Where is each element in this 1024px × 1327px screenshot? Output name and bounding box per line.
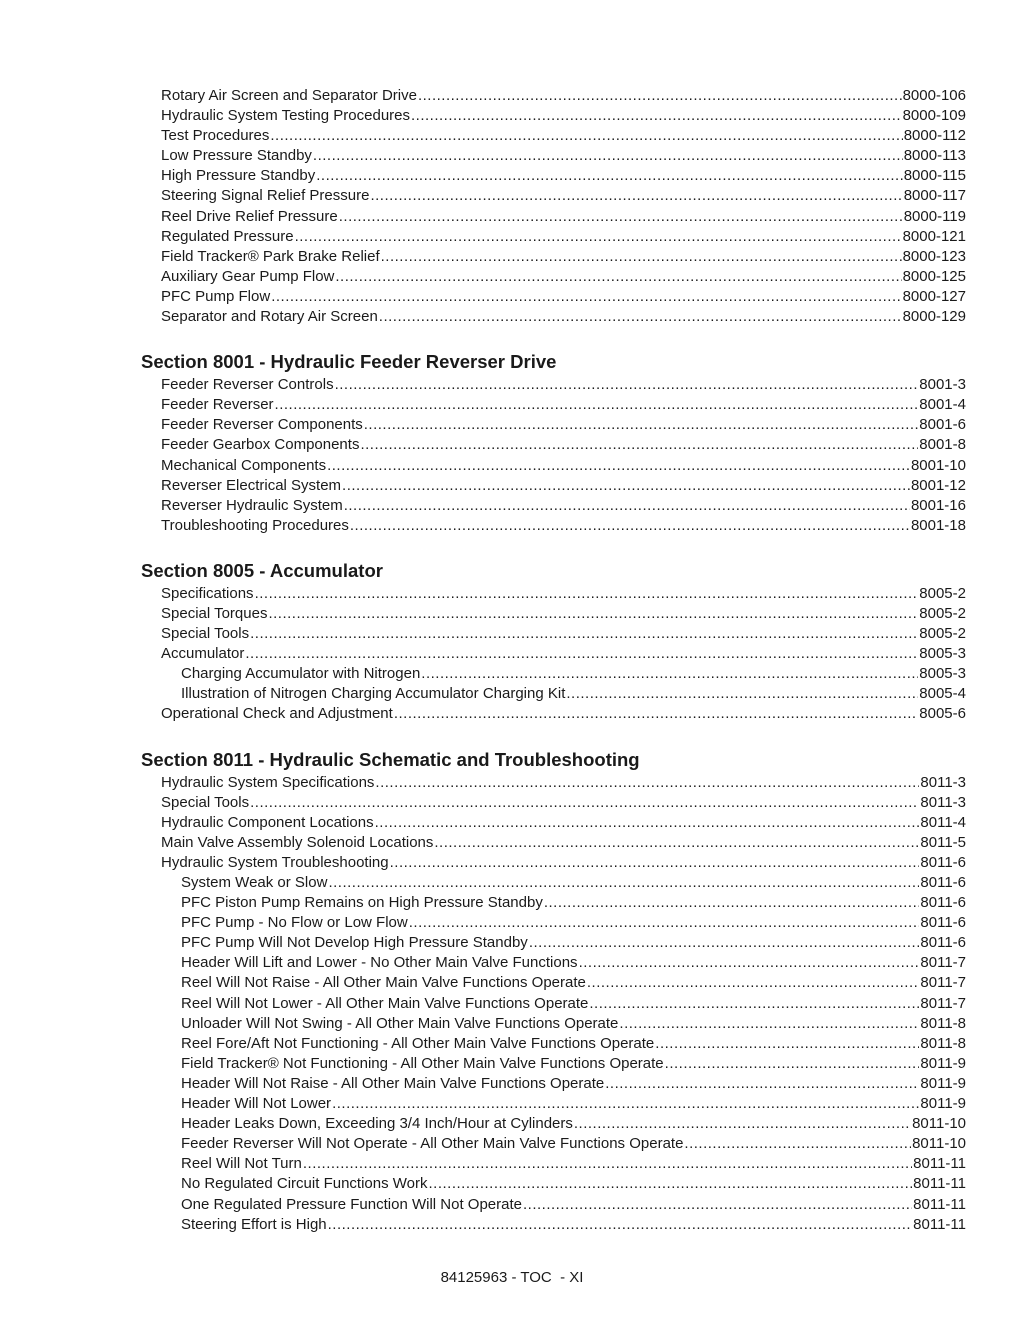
toc-entry-page: 8000-109 xyxy=(902,107,966,125)
toc-entry[interactable] xyxy=(141,207,966,227)
toc-entry-page: 8001-6 xyxy=(919,416,966,434)
dot-leader xyxy=(544,893,920,913)
toc-entry-title: Hydraulic System Specifications xyxy=(161,773,375,791)
dot-leader xyxy=(364,415,919,435)
toc-entry-page: 8011-11 xyxy=(913,1215,966,1233)
toc-entry-title: Header Will Not Lower xyxy=(181,1095,332,1113)
toc-entry-title: Feeder Reverser xyxy=(161,396,274,414)
toc-entry-page: 8005-3 xyxy=(919,645,966,663)
toc-entry-page: 8011-7 xyxy=(920,994,966,1012)
toc-entry-title: Auxiliary Gear Pump Flow xyxy=(161,267,335,285)
toc-entry[interactable] xyxy=(141,833,966,853)
dot-leader xyxy=(619,1014,919,1034)
dot-leader xyxy=(529,933,920,953)
toc-entry-page: 8000-127 xyxy=(902,287,966,305)
dot-leader xyxy=(344,496,910,516)
toc-entry-page: 8001-18 xyxy=(910,516,966,534)
dot-leader xyxy=(574,1114,911,1134)
toc-entry-title: PFC Pump Will Not Develop High Pressure Standby xyxy=(181,934,528,952)
toc-entry[interactable] xyxy=(141,415,966,435)
toc-entry[interactable] xyxy=(141,873,966,893)
dot-leader xyxy=(255,584,919,604)
toc-entry-page: 8000-115 xyxy=(903,167,966,185)
toc-entry-title: Accumulator xyxy=(161,645,245,663)
toc-entry-title: Regulated Pressure xyxy=(161,227,294,245)
dot-leader xyxy=(421,664,918,684)
dot-leader xyxy=(268,604,918,624)
toc-entry[interactable] xyxy=(141,584,966,604)
dot-leader xyxy=(245,644,918,664)
toc-entry[interactable] xyxy=(141,773,966,793)
toc-entry[interactable] xyxy=(141,375,966,395)
dot-leader xyxy=(523,1195,912,1215)
toc-entry-title: Feeder Reverser Will Not Operate - All Other Main Valve Functions Operate xyxy=(181,1135,684,1153)
toc-entry-page: 8011-9 xyxy=(920,1095,966,1113)
toc-entry-page: 8001-10 xyxy=(910,456,966,474)
section-heading: Section 8005 - Accumulator xyxy=(141,559,383,581)
dot-leader xyxy=(587,973,920,993)
toc-entry-title: Reverser Electrical System xyxy=(161,476,342,494)
toc-entry[interactable] xyxy=(141,1074,966,1094)
dot-leader xyxy=(379,307,902,327)
toc-entry-title: High Pressure Standby xyxy=(161,167,316,185)
toc-entry-title: Header Will Lift and Lower - No Other Main Valve Functions xyxy=(181,954,578,972)
toc-entry[interactable] xyxy=(141,86,966,106)
dot-leader xyxy=(434,833,919,853)
toc-entry-title: Unloader Will Not Swing - All Other Main Valve Functions Operate xyxy=(181,1014,619,1032)
toc-entry-title: Specifications xyxy=(161,584,254,602)
toc-entry-title: Mechanical Components xyxy=(161,456,327,474)
toc-entry[interactable] xyxy=(141,456,966,476)
toc-entry-page: 8011-6 xyxy=(920,874,966,891)
dot-leader xyxy=(390,853,920,873)
toc-entry-title: Rotary Air Screen and Separator Drive xyxy=(161,87,417,104)
toc-entry-page: 8000-123 xyxy=(902,247,966,265)
toc-entry-title: Reel Will Not Turn xyxy=(181,1155,302,1173)
dot-leader xyxy=(328,873,919,893)
dot-leader xyxy=(360,435,918,455)
dot-leader xyxy=(665,1054,920,1074)
toc-entry-page: 8011-11 xyxy=(913,1175,966,1193)
toc-entry-page: 8011-8 xyxy=(920,1014,966,1032)
toc-entry-page: 8011-8 xyxy=(920,1034,966,1052)
dot-leader xyxy=(605,1074,919,1094)
toc-entry[interactable] xyxy=(141,1114,966,1134)
toc-entry-title: Troubleshooting Procedures xyxy=(161,516,349,534)
toc-entry-page: 8005-4 xyxy=(919,685,966,703)
toc-entry[interactable] xyxy=(141,1215,966,1235)
toc-entry[interactable] xyxy=(141,1154,966,1174)
toc-entry-title: Hydraulic System Testing Procedures xyxy=(161,107,410,125)
toc-entry[interactable] xyxy=(141,973,966,993)
toc-entry[interactable] xyxy=(141,435,966,455)
dot-leader xyxy=(250,793,919,813)
dot-leader xyxy=(339,207,903,227)
toc-entry[interactable] xyxy=(141,933,966,953)
toc-entry[interactable] xyxy=(141,704,966,724)
toc-entry[interactable] xyxy=(141,476,966,496)
dot-leader xyxy=(350,516,910,536)
toc-entry[interactable] xyxy=(141,893,966,913)
dot-leader xyxy=(328,1215,913,1235)
toc-entry-title: PFC Piston Pump Remains on High Pressure Standby xyxy=(181,894,543,912)
toc-entry-title: Feeder Gearbox Components xyxy=(161,436,360,454)
toc-entry[interactable] xyxy=(141,953,966,973)
toc-entry-page: 8005-2 xyxy=(919,604,966,622)
toc-entry[interactable] xyxy=(141,1094,966,1114)
toc-entry-page: 8001-8 xyxy=(919,436,966,454)
dot-leader xyxy=(342,476,910,496)
toc-entry-title: Separator and Rotary Air Screen xyxy=(161,308,378,326)
toc-entry-page: 8011-7 xyxy=(920,954,966,972)
toc-entry-title: Field Tracker® Not Functioning - All Other Main Valve Functions Operate xyxy=(181,1054,664,1072)
toc-entry-title: Steering Effort is High xyxy=(181,1215,327,1233)
toc-entry-page: 8011-5 xyxy=(920,833,966,851)
toc-entry-page: 8000-106 xyxy=(902,87,966,104)
table-of-contents xyxy=(141,86,966,1235)
section-heading: Section 8001 - Hydraulic Feeder Reverser Drive xyxy=(141,351,557,373)
dot-leader xyxy=(684,1134,911,1154)
toc-entry[interactable] xyxy=(141,496,966,516)
dot-leader xyxy=(394,704,918,724)
toc-entry-page: 8011-10 xyxy=(912,1135,966,1153)
section-heading: Section 8011 - Hydraulic Schematic and Troubleshooting xyxy=(141,748,640,770)
toc-entry[interactable] xyxy=(141,813,966,833)
toc-entry-page: 8000-129 xyxy=(902,308,966,326)
toc-entry[interactable] xyxy=(141,1174,966,1194)
toc-entry-title: No Regulated Circuit Functions Work xyxy=(181,1175,428,1193)
dot-leader xyxy=(295,227,902,247)
dot-leader xyxy=(327,456,910,476)
toc-entry-title: Reel Drive Relief Pressure xyxy=(161,207,338,225)
toc-entry-page: 8001-4 xyxy=(919,396,966,414)
toc-entry[interactable] xyxy=(141,1034,966,1054)
dot-leader xyxy=(375,773,919,793)
toc-entry-title: Illustration of Nitrogen Charging Accumulator Charging Kit xyxy=(181,685,566,703)
toc-entry[interactable] xyxy=(141,227,966,247)
toc-entry-title: Special Tools xyxy=(161,625,250,643)
dot-leader xyxy=(316,166,902,186)
toc-entry-title: Steering Signal Relief Pressure xyxy=(161,187,370,205)
toc-entry[interactable] xyxy=(141,126,966,146)
toc-entry-page: 8000-125 xyxy=(902,267,966,285)
toc-entry[interactable] xyxy=(141,247,966,267)
toc-entry-page: 8000-112 xyxy=(903,127,966,145)
toc-entry-page: 8011-11 xyxy=(913,1155,966,1173)
dot-leader xyxy=(655,1034,919,1054)
dot-leader xyxy=(335,375,919,395)
dot-leader xyxy=(313,146,903,166)
dot-leader xyxy=(375,813,920,833)
toc-entry[interactable] xyxy=(141,166,966,186)
toc-entry-page: 8000-121 xyxy=(902,227,966,245)
dot-leader xyxy=(429,1174,913,1194)
toc-entry-page: 8001-12 xyxy=(910,476,966,494)
toc-entry-page: 8011-9 xyxy=(920,1074,966,1092)
toc-entry-page: 8001-16 xyxy=(910,496,966,514)
toc-entry[interactable] xyxy=(141,1054,966,1074)
dot-leader xyxy=(409,913,920,933)
toc-entry[interactable] xyxy=(141,146,966,166)
toc-entry-title: Test Procedures xyxy=(161,127,270,145)
dot-leader xyxy=(270,126,902,146)
dot-leader xyxy=(579,953,920,973)
dot-leader xyxy=(370,186,902,206)
toc-entry[interactable] xyxy=(141,994,966,1014)
page-footer: 84125963 - TOC - XI xyxy=(440,1269,584,1286)
toc-entry-page: 8011-4 xyxy=(920,813,966,831)
toc-entry-title: Header Will Not Raise - All Other Main Valve Functions Operate xyxy=(181,1074,605,1092)
dot-leader xyxy=(381,247,902,267)
toc-entry-page: 8011-6 xyxy=(920,914,966,932)
toc-entry-page: 8011-6 xyxy=(920,853,966,871)
toc-entry-page: 8005-2 xyxy=(919,584,966,602)
toc-entry-page: 8011-11 xyxy=(913,1195,966,1213)
toc-entry[interactable] xyxy=(141,395,966,415)
dot-leader xyxy=(332,1094,919,1114)
dot-leader xyxy=(566,684,918,704)
toc-entry-title: Header Leaks Down, Exceeding 3/4 Inch/Hour at Cylinders xyxy=(181,1115,573,1133)
toc-entry-title: Field Tracker® Park Brake Relief xyxy=(161,247,380,265)
toc-entry-title: Feeder Reverser Controls xyxy=(161,376,334,394)
toc-entry[interactable] xyxy=(141,604,966,624)
toc-entry[interactable] xyxy=(141,853,966,873)
toc-entry[interactable] xyxy=(141,1014,966,1034)
toc-entry[interactable] xyxy=(141,624,966,644)
toc-entry-title: Reel Will Not Lower - All Other Main Valve Functions Operate xyxy=(181,994,589,1012)
toc-entry-page: 8000-117 xyxy=(903,187,966,205)
toc-entry-title: Feeder Reverser Components xyxy=(161,416,363,434)
toc-entry-title: Charging Accumulator with Nitrogen xyxy=(181,665,421,683)
toc-entry-title: Low Pressure Standby xyxy=(161,147,312,165)
dot-leader xyxy=(271,287,901,307)
dot-leader xyxy=(335,267,901,287)
toc-entry-title: Main Valve Assembly Solenoid Locations xyxy=(161,833,434,851)
toc-entry-title: Reel Fore/Aft Not Functioning - All Other Main Valve Functions Operate xyxy=(181,1034,655,1052)
toc-entry-page: 8011-7 xyxy=(920,974,966,992)
toc-entry-title: System Weak or Slow xyxy=(181,874,328,891)
toc-entry-title: Special Tools xyxy=(161,793,250,811)
toc-entry-title: One Regulated Pressure Function Will Not Operate xyxy=(181,1195,522,1213)
toc-entry-page: 8000-119 xyxy=(903,207,966,225)
toc-entry-title: PFC Pump Flow xyxy=(161,287,271,305)
toc-entry-page: 8011-6 xyxy=(920,894,966,912)
dot-leader xyxy=(303,1154,912,1174)
toc-entry-page: 8005-2 xyxy=(919,625,966,643)
toc-entry-page: 8011-6 xyxy=(920,934,966,952)
toc-entry[interactable] xyxy=(141,793,966,813)
toc-entry[interactable] xyxy=(141,516,966,536)
toc-entry-title: Operational Check and Adjustment xyxy=(161,705,393,723)
toc-entry[interactable] xyxy=(141,287,966,307)
toc-entry-title: PFC Pump - No Flow or Low Flow xyxy=(181,914,408,932)
dot-leader xyxy=(275,395,919,415)
toc-entry-title: Special Torques xyxy=(161,604,268,622)
toc-entry[interactable] xyxy=(141,913,966,933)
toc-entry-page: 8011-3 xyxy=(920,773,966,791)
toc-entry-page: 8005-3 xyxy=(919,665,966,683)
toc-entry-title: Reverser Hydraulic System xyxy=(161,496,343,514)
toc-entry-title: Reel Will Not Raise - All Other Main Valve Functions Operate xyxy=(181,974,586,992)
toc-entry[interactable] xyxy=(141,684,966,704)
toc-entry-page: 8011-9 xyxy=(920,1054,966,1072)
toc-entry[interactable] xyxy=(141,1195,966,1215)
toc-entry[interactable] xyxy=(141,106,966,126)
toc-entry-page: 8005-6 xyxy=(919,705,966,723)
toc-entry[interactable] xyxy=(141,267,966,287)
toc-entry-page: 8001-3 xyxy=(919,376,966,394)
dot-leader xyxy=(411,106,902,126)
toc-entry[interactable] xyxy=(141,307,966,327)
toc-entry[interactable] xyxy=(141,186,966,206)
dot-leader xyxy=(250,624,918,644)
toc-entry-title: Hydraulic Component Locations xyxy=(161,813,374,831)
toc-entry-page: 8000-113 xyxy=(903,147,966,165)
toc-entry[interactable] xyxy=(141,644,966,664)
dot-leader xyxy=(418,86,902,106)
toc-entry-page: 8011-3 xyxy=(920,793,966,811)
toc-entry-page: 8011-10 xyxy=(912,1115,966,1133)
toc-entry[interactable] xyxy=(141,664,966,684)
toc-entry[interactable] xyxy=(141,1134,966,1154)
toc-entry-title: Hydraulic System Troubleshooting xyxy=(161,853,389,871)
dot-leader xyxy=(589,994,919,1014)
